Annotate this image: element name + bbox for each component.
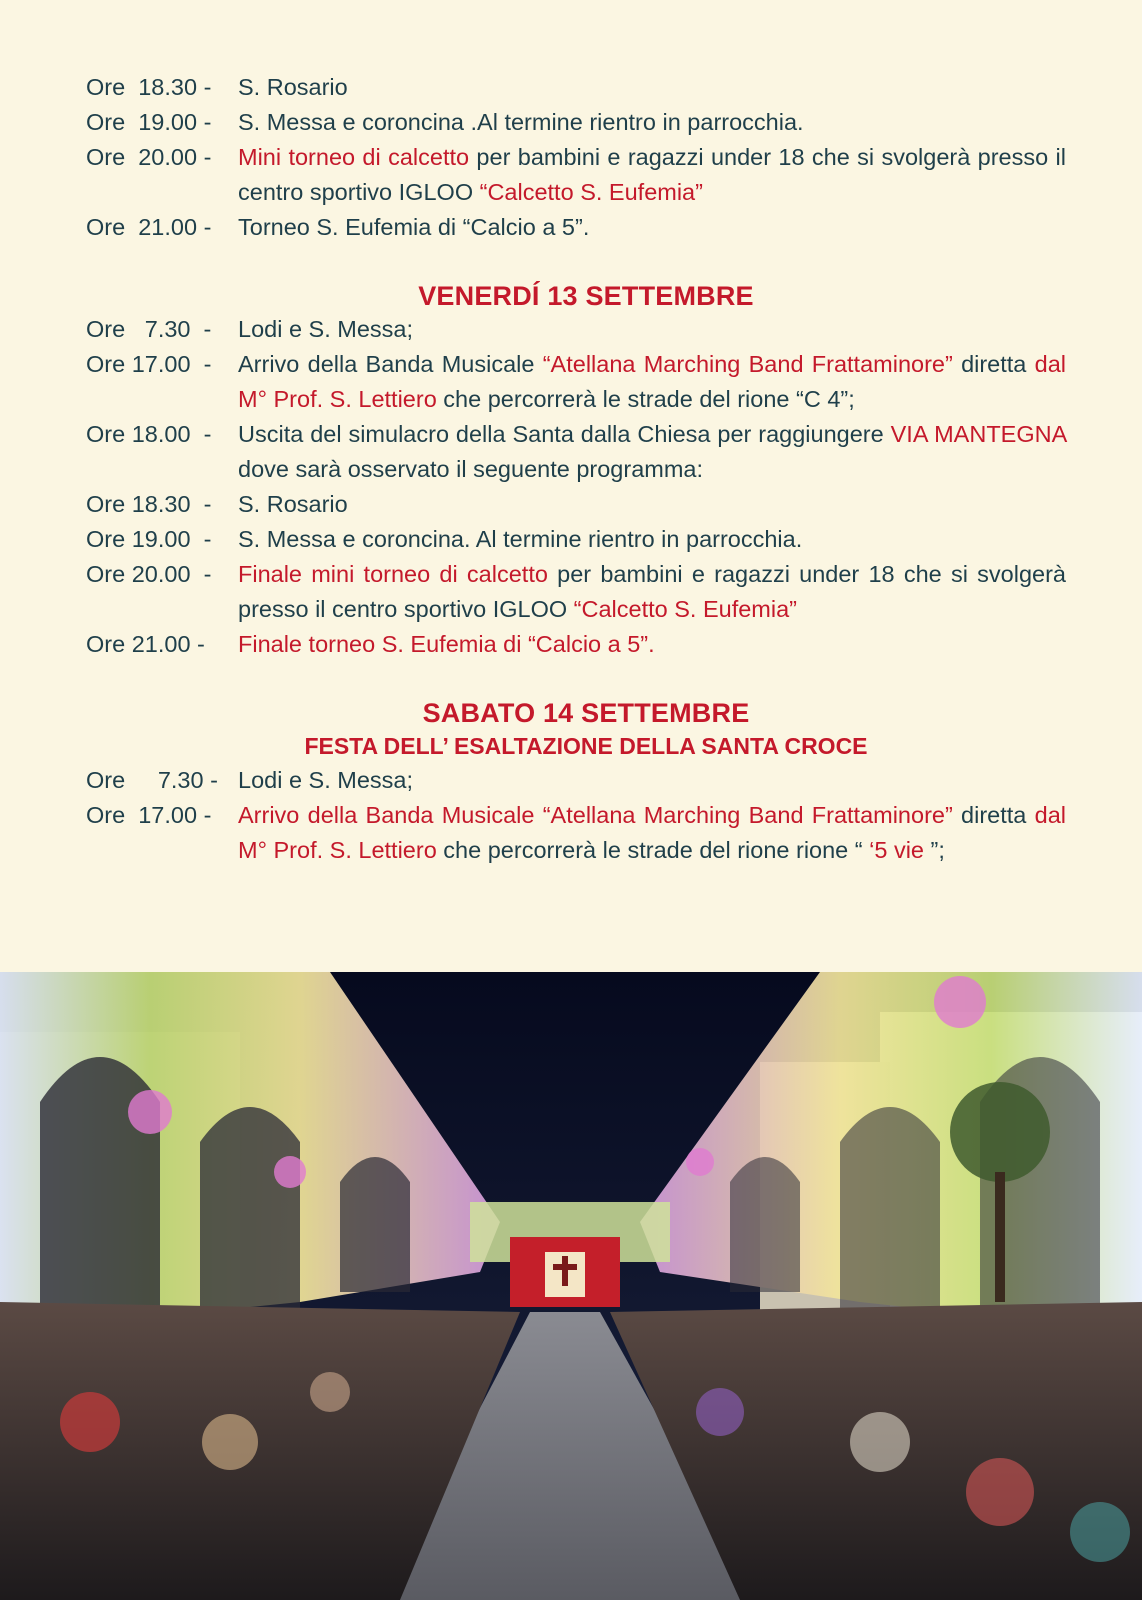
entry-description bbox=[238, 105, 1066, 140]
entry-time: Ore 20.00 - bbox=[86, 144, 212, 170]
schedule-entry bbox=[86, 347, 1066, 417]
entry-description bbox=[238, 557, 1066, 627]
entry-text: Lodi e S. Messa; bbox=[238, 316, 414, 342]
section-gap bbox=[86, 662, 1066, 698]
entry-text: dove sarà osservato il seguente programma: bbox=[238, 456, 704, 482]
entry-text: diretta bbox=[952, 802, 1035, 828]
highlighted-text: “Calcetto S. Eufemia” bbox=[479, 179, 703, 205]
program-schedule bbox=[86, 70, 1066, 868]
entry-time: Ore 17.00 - bbox=[86, 351, 212, 377]
schedule-entry bbox=[86, 557, 1066, 627]
entry-description bbox=[238, 522, 1066, 557]
entry-text: Torneo S. Eufemia di “Calcio a 5”. bbox=[238, 214, 590, 240]
entry-time: Ore 17.00 - bbox=[86, 802, 212, 828]
entry-description bbox=[238, 347, 1066, 417]
schedule-entry bbox=[86, 798, 1066, 868]
highlighted-text: “Calcetto S. Eufemia” bbox=[573, 596, 797, 622]
entry-text: Lodi e S. Messa; bbox=[238, 767, 414, 793]
entry-text: S. Rosario bbox=[238, 74, 348, 100]
day-title: SABATO 14 SETTEMBRE bbox=[422, 698, 750, 728]
entry-text: che percorrerà le strade del rione rione “ bbox=[436, 837, 870, 863]
entry-text: ”; bbox=[924, 837, 945, 863]
entry-text: per bambini e ragazzi under 18 che si svolgerà presso il centro sportivo IGLOO bbox=[238, 144, 1066, 205]
schedule-entry bbox=[86, 140, 1066, 210]
entry-description bbox=[238, 417, 1066, 487]
entry-time: Ore 19.00 - bbox=[86, 109, 212, 135]
entry-time: Ore 20.00 - bbox=[86, 561, 212, 587]
entry-description bbox=[238, 763, 1066, 798]
entry-description bbox=[238, 627, 1066, 662]
highlighted-text: Mini torneo di calcetto bbox=[238, 144, 470, 170]
entry-time: Ore 7.30 - bbox=[86, 316, 212, 342]
schedule-entry bbox=[86, 70, 1066, 105]
entry-description bbox=[238, 210, 1066, 245]
entry-text: Uscita del simulacro della Santa dalla Chiesa per raggiungere bbox=[238, 421, 891, 447]
schedule-entry bbox=[86, 417, 1066, 487]
illuminated-street-illustration bbox=[0, 972, 1142, 1600]
day-subtitle: FESTA DELL’ ESALTAZIONE DELLA SANTA CROCE bbox=[304, 733, 868, 759]
entry-time: Ore 18.30 - bbox=[86, 74, 212, 100]
entry-text: diretta bbox=[952, 351, 1035, 377]
highlighted-text: dal M° Prof. S. Lettiero bbox=[238, 351, 1067, 412]
entry-description bbox=[238, 70, 1066, 105]
highlighted-text: VIA MANTEGNA bbox=[890, 421, 1066, 447]
day-title: VENERDÍ 13 SETTEMBRE bbox=[418, 281, 754, 311]
festival-street-photo bbox=[0, 972, 1142, 1600]
highlighted-text: dal M° Prof. S. Lettiero bbox=[238, 802, 1066, 863]
entry-time: Ore 7.30 - bbox=[86, 767, 218, 793]
highlighted-text: “Atellana Marching Band Frattaminore” bbox=[542, 351, 953, 377]
schedule-entry bbox=[86, 522, 1066, 557]
entry-time: Ore 21.00 - bbox=[86, 631, 205, 657]
entry-time: Ore 19.00 - bbox=[86, 526, 212, 552]
entry-description bbox=[238, 798, 1066, 868]
schedule-entry bbox=[86, 627, 1066, 662]
entry-description bbox=[238, 312, 1066, 347]
entry-time: Ore 18.30 - bbox=[86, 491, 212, 517]
schedule-entry bbox=[86, 210, 1066, 245]
entry-text: S. Messa e coroncina .Al termine rientro in parrocchia. bbox=[238, 109, 804, 135]
entry-time: Ore 21.00 - bbox=[86, 214, 212, 240]
schedule-entry bbox=[86, 763, 1066, 798]
highlighted-text: Arrivo della Banda Musicale “Atellana Marching Band Frattaminore” bbox=[238, 802, 953, 828]
entry-time: Ore 18.00 - bbox=[86, 421, 212, 447]
schedule-entry bbox=[86, 105, 1066, 140]
entry-description bbox=[238, 487, 1066, 522]
entry-description bbox=[238, 140, 1066, 210]
schedule-entry bbox=[86, 312, 1066, 347]
highlighted-text: ‘5 vie bbox=[869, 837, 925, 863]
entry-text: per bambini e ragazzi under 18 che si svolgerà presso il centro sportivo IGLOO bbox=[238, 561, 1066, 622]
highlighted-text: Finale mini torneo di calcetto bbox=[238, 561, 548, 587]
entry-text: Arrivo della Banda Musicale bbox=[238, 351, 543, 377]
entry-text: che percorrerà le strade del rione “C 4”; bbox=[436, 386, 855, 412]
section-gap bbox=[86, 245, 1066, 281]
highlighted-text: Finale torneo S. Eufemia di “Calcio a 5”. bbox=[238, 631, 655, 657]
schedule-entry bbox=[86, 487, 1066, 522]
entry-text: S. Messa e coroncina. Al termine rientro in parrocchia. bbox=[238, 526, 803, 552]
entry-text: S. Rosario bbox=[238, 491, 348, 517]
